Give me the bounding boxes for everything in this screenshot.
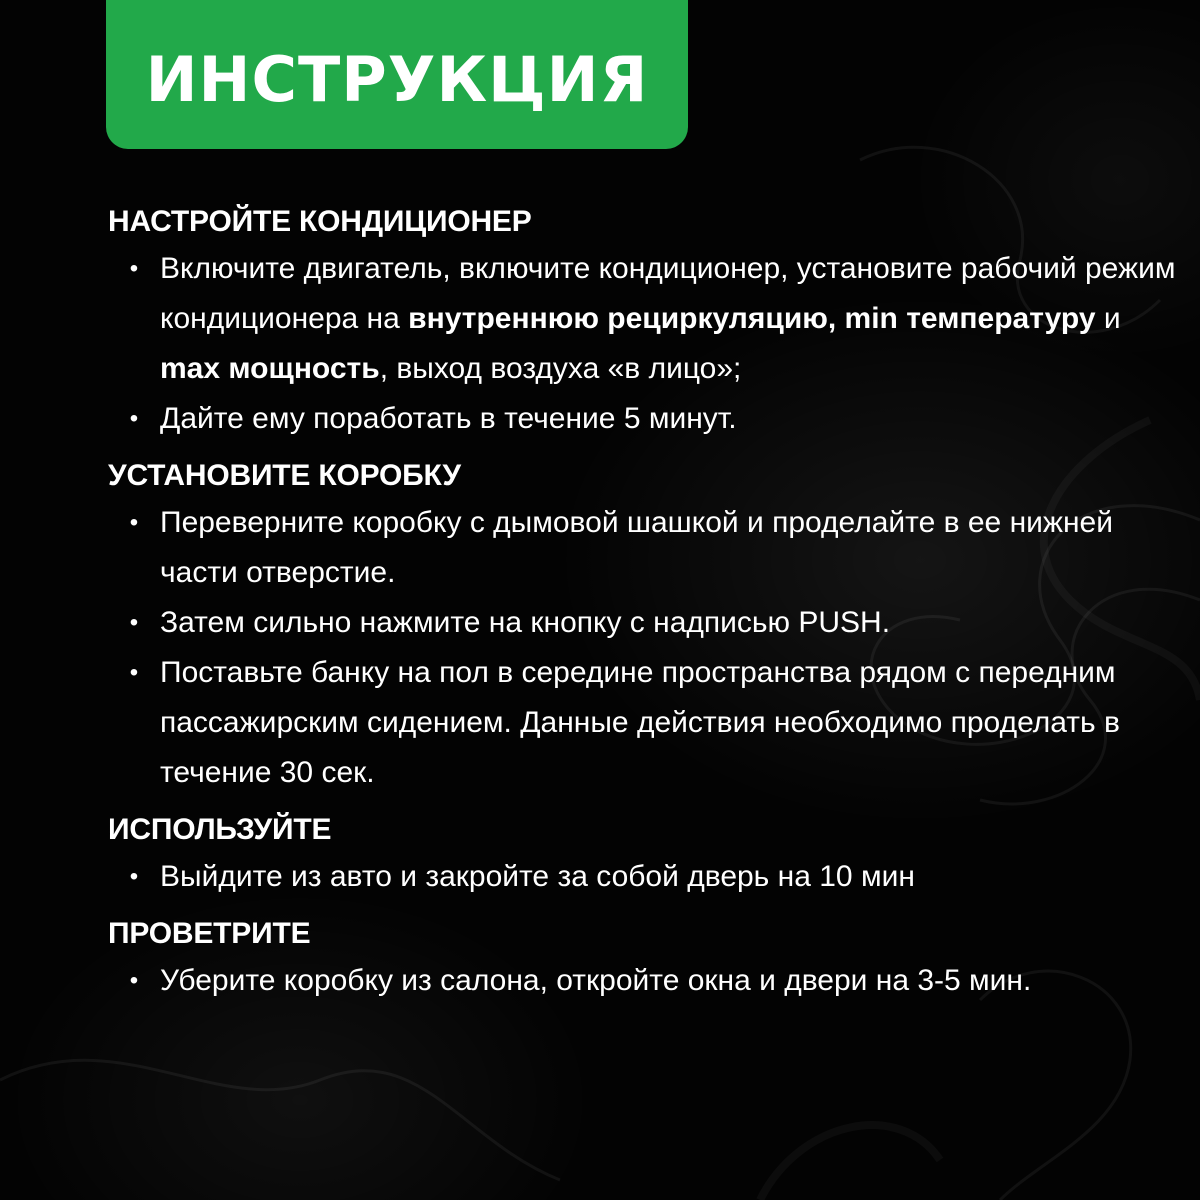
section-heading: ИСПОЛЬЗУЙТЕ xyxy=(108,813,332,846)
section-configure-ac xyxy=(108,200,1178,444)
bullet-icon: • xyxy=(129,255,139,282)
text-segment: Включите двигатель, включите кондиционер, установите рабочий режим кондиционера на xyxy=(160,252,1176,335)
section-ventilate xyxy=(108,912,1178,1006)
list-item-text: Уберите коробку из салона, откройте окна и двери на 3-5 мин. xyxy=(160,964,1032,997)
list-item xyxy=(108,598,1178,648)
list-item-text: Поставьте банку на пол в середине пространства рядом с передним пассажирским сидением. Данные действия необходимо проделать в течение 30 сек. xyxy=(160,656,1120,789)
list-item xyxy=(108,244,1178,394)
bullet-icon: • xyxy=(129,509,139,536)
bold-text-segment: max мощность xyxy=(160,352,380,385)
bullet-list xyxy=(108,498,1178,798)
list-item xyxy=(108,498,1178,598)
bullet-list xyxy=(108,956,1178,1006)
bullet-icon: • xyxy=(129,967,139,994)
bullet-icon: • xyxy=(129,609,139,636)
list-item-text: Выйдите из авто и закройте за собой дверь на 10 мин xyxy=(160,860,915,893)
bullet-icon: • xyxy=(129,863,139,890)
list-item xyxy=(108,394,1178,444)
list-item-text: Дайте ему поработать в течение 5 минут. xyxy=(160,402,737,435)
text-segment: , выход воздуха «в лицо»; xyxy=(379,352,742,385)
section-use xyxy=(108,808,1178,902)
list-item xyxy=(108,852,1178,902)
section-heading: НАСТРОЙТЕ КОНДИЦИОНЕР xyxy=(108,205,532,238)
section-heading: УСТАНОВИТЕ КОРОБКУ xyxy=(108,459,461,492)
list-item xyxy=(108,648,1178,798)
bullet-list xyxy=(108,852,1178,902)
title-banner xyxy=(106,0,688,149)
bullet-icon: • xyxy=(129,659,139,686)
list-item-text: Переверните коробку с дымовой шашкой и проделайте в ее нижней части отверстие. xyxy=(160,506,1113,589)
section-heading: ПРОВЕТРИТЕ xyxy=(108,917,311,950)
list-item xyxy=(108,956,1178,1006)
text-segment: и xyxy=(1095,302,1121,335)
list-item-text: Затем сильно нажмите на кнопку с надписью PUSH. xyxy=(160,606,891,639)
instruction-content xyxy=(108,200,1178,1016)
bullet-list xyxy=(108,244,1178,444)
section-install-box xyxy=(108,454,1178,798)
bullet-icon: • xyxy=(129,405,139,432)
page-title: ИНСТРУКЦИЯ xyxy=(145,42,649,116)
bold-text-segment: внутреннюю рециркуляцию, min температуру xyxy=(408,302,1096,335)
